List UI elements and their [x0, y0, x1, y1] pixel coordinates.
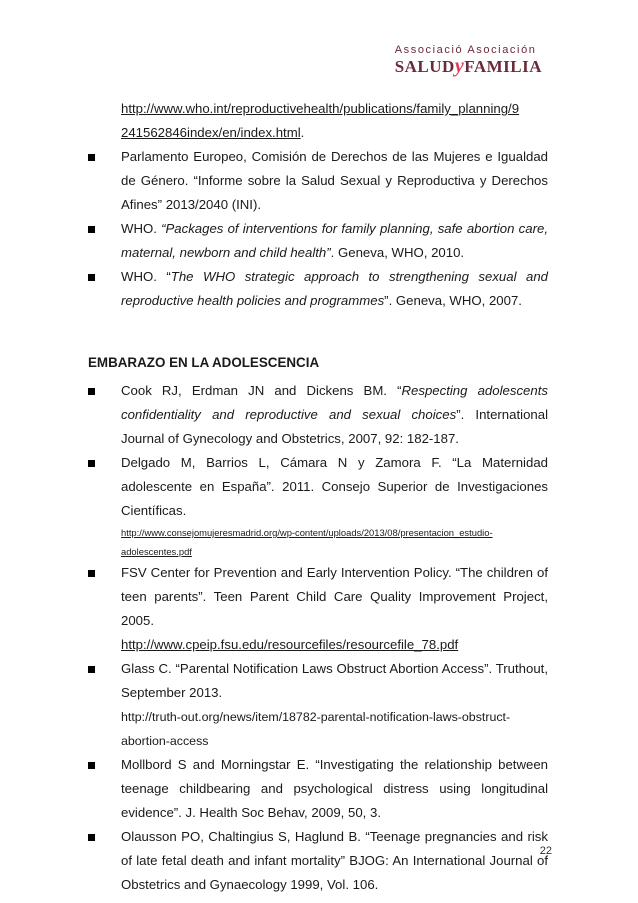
bullet-icon	[88, 388, 95, 395]
reference-prefix: WHO. “	[121, 269, 171, 284]
association-logo	[395, 44, 542, 78]
reference-prefix: WHO.	[121, 221, 162, 236]
reference-suffix: ”. International Journal of Gynecology and Obstetrics, 2007, 92: 182-187.	[121, 407, 548, 446]
logo-line-2	[395, 55, 542, 78]
list-item	[88, 379, 548, 451]
reference-list-top	[88, 145, 548, 313]
reference-title: “Packages of interventions for family planning, safe abortion care, maternal, newborn and child health”	[121, 221, 548, 260]
section-heading: EMBARAZO EN LA ADOLESCENCIA	[88, 355, 320, 370]
reference-url[interactable]: http://www.consejomujeresmadrid.org/wp-content/uploads/2013/08/presentacion_estudio-adolescentes.pdf	[121, 527, 493, 557]
bullet-icon	[88, 460, 95, 467]
document-body	[88, 97, 548, 897]
reference-text: Delgado M, Barrios L, Cámara N y Zamora F. “La Maternidad adolescente en España”. 2011. Consejo Superior de Investigaciones Científicas.	[121, 455, 548, 518]
url-end-period: .	[300, 125, 305, 140]
list-item	[88, 265, 548, 313]
logo-line-1: Associació Asociación	[394, 44, 537, 56]
reference-title: The WHO strategic approach to strengthening sexual and reproductive health policies and programmes	[121, 269, 549, 308]
list-item	[88, 753, 548, 825]
list-item	[88, 561, 548, 657]
page-number: 22	[539, 845, 552, 857]
bullet-icon	[88, 154, 95, 161]
list-item	[88, 657, 548, 753]
logo-y: y	[454, 55, 465, 77]
who-url-line-2[interactable]: 241562846index/en/index.html	[121, 125, 301, 140]
list-item	[88, 145, 548, 217]
logo-familia: FAMILIA	[464, 57, 542, 76]
reference-suffix: ”. Geneva, WHO, 2007.	[384, 293, 522, 308]
bullet-icon	[88, 226, 95, 233]
who-url-line-1[interactable]: http://www.who.int/reproductivehealth/publications/family_planning/9	[121, 101, 520, 116]
reference-url[interactable]: http://www.cpeip.fsu.edu/resourcefiles/resourcefile_78.pdf	[121, 637, 459, 652]
reference-text: Mollbord S and Morningstar E. “Investigating the relationship between teenage childbearing and psychological distress using longitudinal evidence”. J. Health Soc Behav, 2009, 50, 3.	[121, 757, 548, 820]
list-item	[88, 451, 548, 561]
reference-list-adolescence	[88, 379, 548, 897]
reference-url[interactable]: http://truth-out.org/news/item/18782-parental-notification-laws-obstruct-abortion-access	[121, 710, 511, 748]
reference-text: Glass C. “Parental Notification Laws Obstruct Abortion Access”. Truthout, September 2013.	[121, 661, 548, 700]
list-item	[88, 825, 548, 897]
reference-text: FSV Center for Prevention and Early Intervention Policy. “The children of teen parents”. Teen Parent Child Care Quality Improvement Project, 2005.	[121, 565, 548, 628]
reference-text: Olausson PO, Chaltingius S, Haglund B. “Teenage pregnancies and risk of late fetal death and infant mortality” BJOG: An International Journal of Obstetrics and Gynaecology 1999, Vol. 106.	[121, 829, 548, 892]
list-item	[88, 217, 548, 265]
reference-text: Parlamento Europeo, Comisión de Derechos de las Mujeres e Igualdad de Género. “Informe sobre la Salud Sexual y Reproductiva y Derechos Afines” 2013/2040 (INI).	[121, 149, 548, 212]
continued-reference	[121, 97, 548, 145]
reference-suffix: . Geneva, WHO, 2010.	[330, 245, 465, 260]
bullet-icon	[88, 762, 95, 769]
reference-title: Respecting adolescents confidentiality and reproductive and sexual choices	[121, 383, 548, 422]
bullet-icon	[88, 570, 95, 577]
reference-prefix: Cook RJ, Erdman JN and Dickens BM. “	[121, 383, 402, 398]
bullet-icon	[88, 274, 95, 281]
bullet-icon	[88, 834, 95, 841]
logo-salud: SALUD	[394, 57, 455, 76]
bullet-icon	[88, 666, 95, 673]
